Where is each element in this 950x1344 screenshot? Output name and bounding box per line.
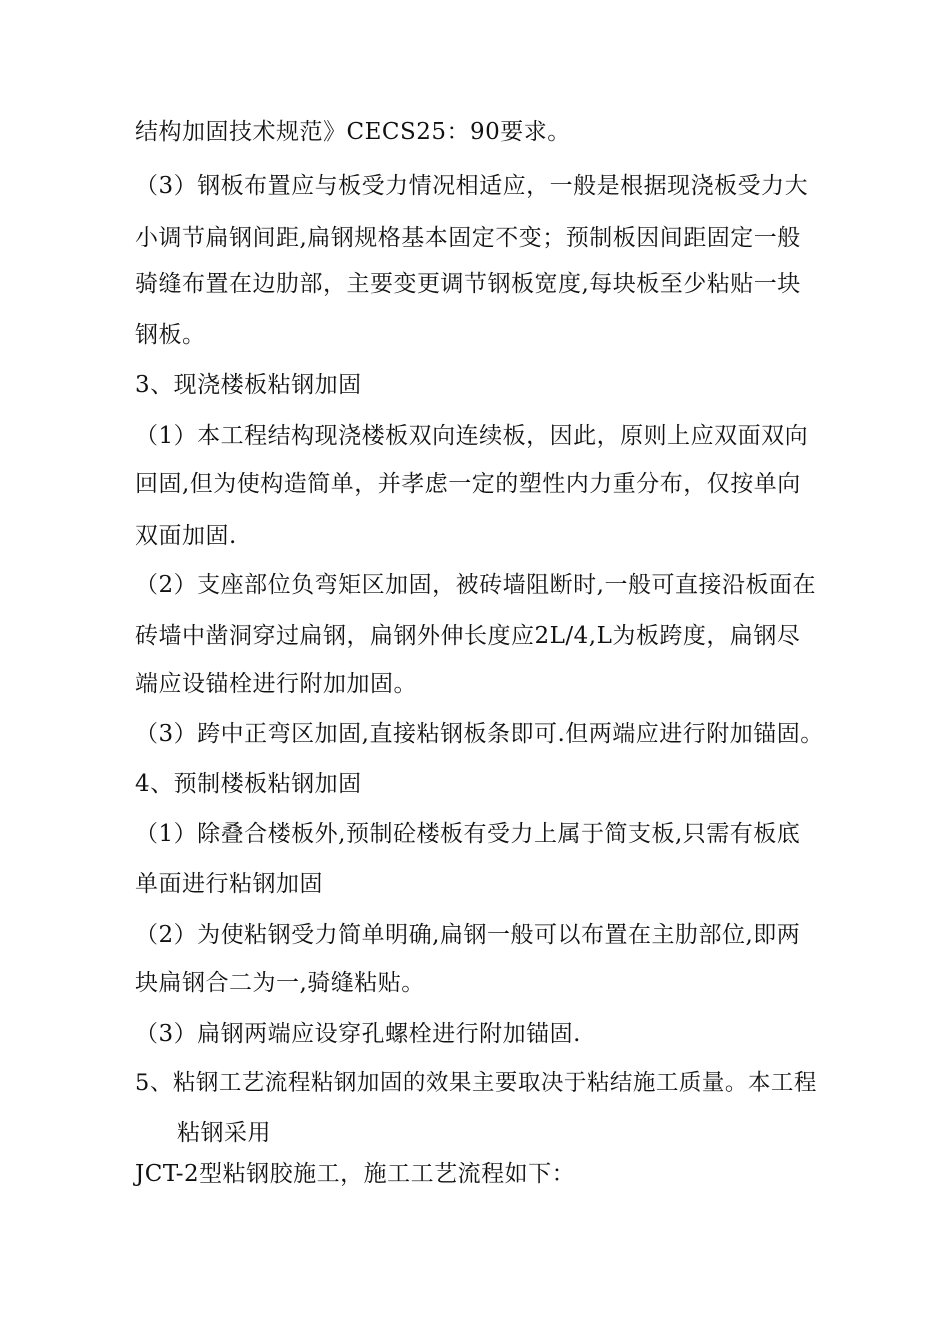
- text-line: 粘钢采用: [177, 1120, 271, 1146]
- text-line: （3）扁钢两端应设穿孔螺栓进行附加锚固.: [135, 1021, 581, 1047]
- text-line: （2）为使粘钢受力简单明确,扁钢一般可以布置在主肋部位,即两: [135, 922, 801, 948]
- section-heading: 4、预制楼板粘钢加固: [135, 771, 362, 797]
- text-line: （3）跨中正弯区加固,直接粘钢板条即可.但两端应进行附加锚固。: [135, 721, 824, 747]
- text-line: 块扁钢合二为一,骑缝粘贴。: [135, 970, 425, 996]
- text-line: （1）本工程结构现浇楼板双向连续板，因此，原则上应双面双向: [135, 423, 809, 449]
- text-line: JCT-2型粘钢胶施工，施工工艺流程如下：: [135, 1161, 576, 1187]
- text-line: 结构加固技术规范》CECS25：90要求。: [135, 119, 571, 145]
- text-line: （1）除叠合楼板外,预制砼楼板有受力上属于简支板,只需有板底: [135, 821, 801, 847]
- text-line: （3）钢板布置应与板受力情况相适应，一般是根据现浇板受力大: [135, 173, 809, 199]
- text-line: （2）支座部位负弯矩区加固，被砖墙阻断时,一般可直接沿板面在: [135, 572, 816, 598]
- text-line: 端应设锚栓进行附加加固。: [135, 671, 417, 697]
- text-line: 小调节扁钢间距,扁钢规格基本固定不变；预制板因间距固定一般: [135, 225, 801, 251]
- section-heading: 3、现浇楼板粘钢加固: [135, 372, 362, 398]
- text-line: 骑缝布置在边肋部，主要变更调节钢板宽度,每块板至少粘贴一块: [135, 271, 801, 297]
- text-line: 钢板。: [135, 322, 206, 348]
- section-heading: 5、粘钢工艺流程粘钢加固的效果主要取决于粘结施工质量。本工程: [135, 1070, 817, 1096]
- text-line: 砖墙中凿洞穿过扁钢，扁钢外伸长度应2L/4,L为板跨度，扁钢尽: [135, 623, 801, 649]
- text-line: 双面加固.: [135, 523, 237, 549]
- text-line: 回固,但为使构造简单，并孝虑一定的塑性内力重分布，仅按单向: [135, 471, 801, 497]
- text-line: 单面进行粘钢加固: [135, 871, 323, 897]
